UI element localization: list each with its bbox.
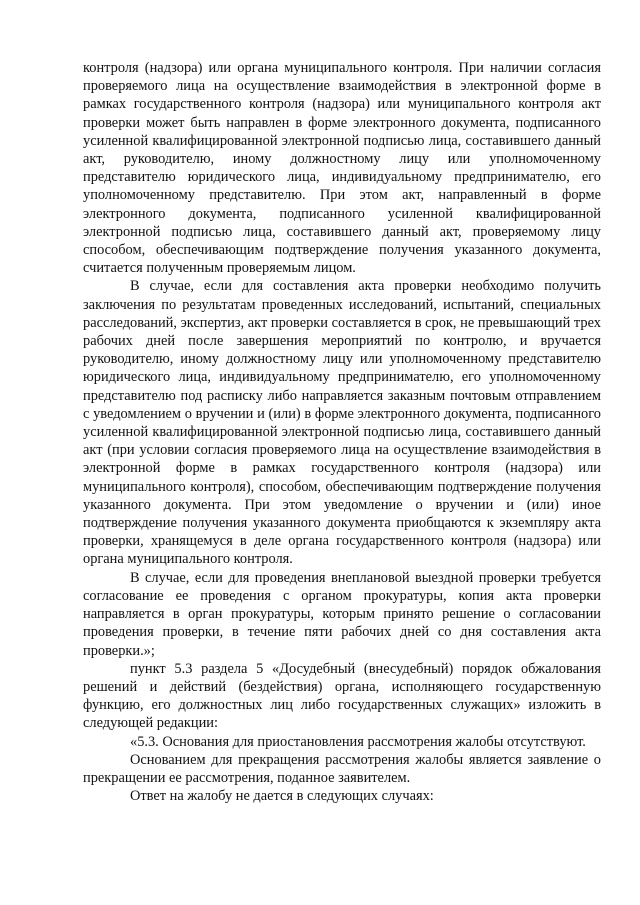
paragraph-continuation: контроля (надзора) или органа муниципального контроля. При наличии согласия проверяемого лица на осуществление взаимодействия в электронной форме в рамках государственного контроля (надзора) или муниципального контроля акт проверки может быть направлен в форме электронного документа, подписанного усиленной квалифицированной электронной подписью лица, составившего данный акт, руководителю, иному должностному лицу или уполномоченному представителю юридического лица, индивидуальному предпринимателю, его уполномоченному представителю. При этом акт, направленный в форме электронного документа, подписанного усиленной квалифицированной электронной подписью лица, составившего данный акт, проверяемому лицу способом, обеспечивающим подтверждение получения указанного документа, считается полученным проверяемым лицом. xyxy=(83,60,601,277)
paragraph-clause-5-3-amendment: пункт 5.3 раздела 5 «Досудебный (внесудебный) порядок обжалования решений и действий (бездействия) органа, исполняющего государственную функцию, его должностных лиц либо государственных служащих» изложить в следующей редакции: xyxy=(83,660,601,732)
paragraph-prosecutor-copy: В случае, если для проведения внеплановой выездной проверки требуется согласование ее проведения с органом прокуратуры, копия акта проверки направляется в орган прокуратуры, которым принято решение о согласовании проведения проверки, в течение пяти рабочих дней со дня составления акта проверки.»; xyxy=(83,569,601,659)
document-page xyxy=(83,59,601,805)
paragraph-no-answer-cases: Ответ на жалобу не дается в следующих случаях: xyxy=(130,788,434,805)
paragraph-termination-grounds: Основанием для прекращения рассмотрения жалобы является заявление о прекращении ее рассмотрения, поданное заявителем. xyxy=(83,751,601,786)
paragraph-act-conclusions: В случае, если для составления акта проверки необходимо получить заключения по результатам проведенных исследований, испытаний, специальных расследований, экспертиз, акт проверки составляется в срок, не превышающий трех рабочих дней после завершения мероприятий по контролю, и вручается руководителю, иному должностному лицу или уполномоченному представителю юридического лица, индивидуальному предпринимателю, его уполномоченному представителю под расписку либо направляется заказным почтовым отправлением с уведомлением о вручении и (или) в форме электронного документа, подписанного усиленной квалифицированной электронной подписью лица, составившего данный акт (при условии согласия проверяемого лица на осуществление взаимодействия в электронной форме в рамках государственного контроля (надзора) или муниципального контроля), способом, обеспечивающим подтверждение получения указанного документа. При этом уведомление о вручении и (или) иное подтверждение получения указанного документа приобщаются к экземпляру акта проверки, хранящемуся в деле органа государственного контроля (надзора) или органа муниципального контроля. xyxy=(83,278,601,568)
paragraph-clause-5-3-text: «5.3. Основания для приостановления рассмотрения жалобы отсутствуют. xyxy=(130,733,586,750)
